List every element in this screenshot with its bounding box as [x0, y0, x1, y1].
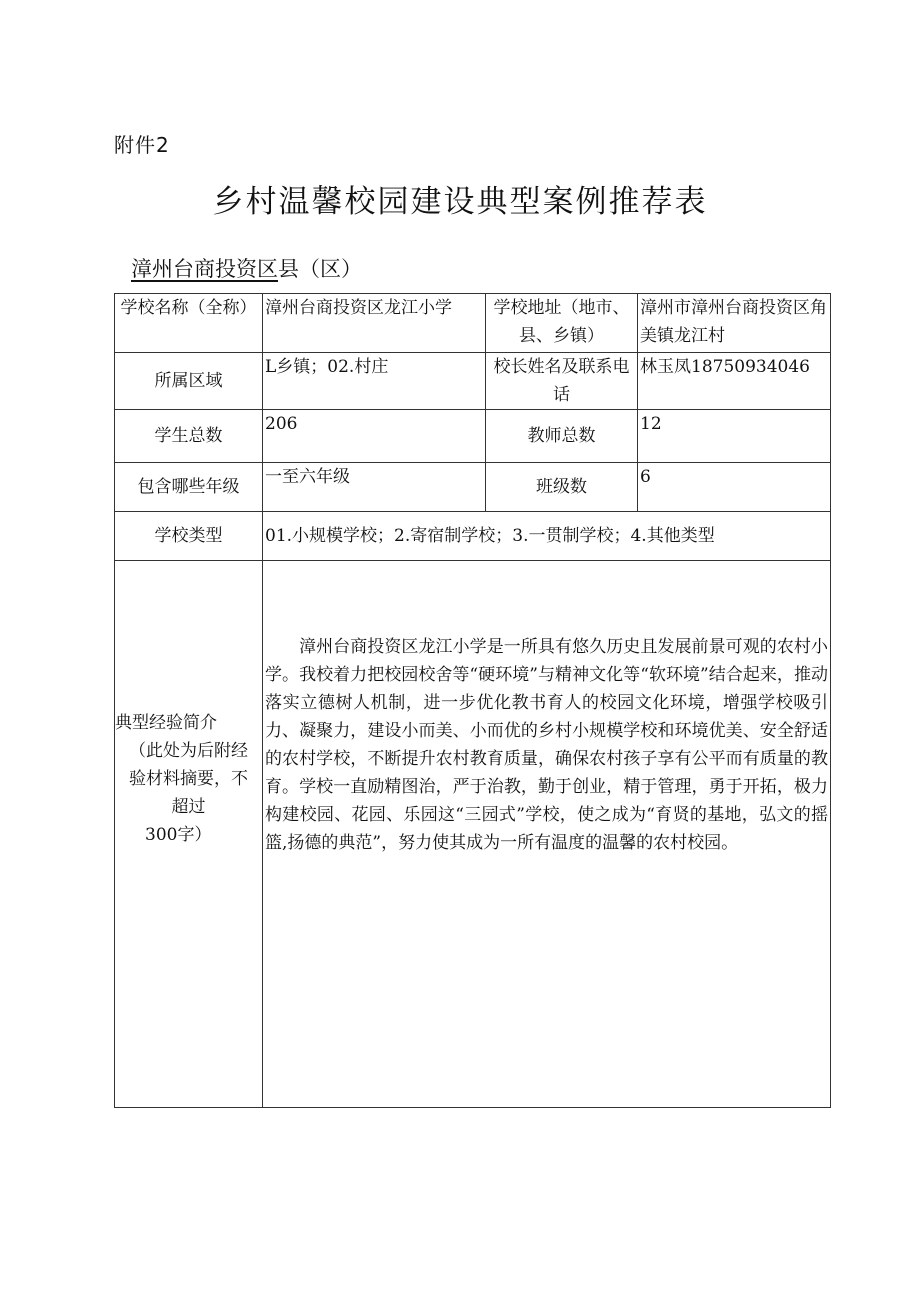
- intro-label-line: 超过: [171, 797, 206, 817]
- classes-label: 班级数: [486, 463, 638, 512]
- intro-label-line: 典型经验简介: [115, 713, 217, 733]
- teachers-value: 12: [638, 410, 831, 463]
- address-label: 学校地址（地市、县、乡镇）: [486, 294, 638, 353]
- county-name: 漳州台商投资区: [131, 257, 278, 281]
- table-row: [115, 561, 831, 1108]
- teachers-label: 教师总数: [486, 410, 638, 463]
- school-name-value: 漳州台商投资区龙江小学: [263, 294, 486, 353]
- table-row: [115, 512, 831, 561]
- principal-value: 林玉凤18750934046: [638, 353, 831, 410]
- school-name-label: 学校名称（全称）: [115, 294, 263, 353]
- intro-label-line: 验材料摘要，不: [129, 769, 248, 789]
- experience-intro-label: [115, 561, 263, 1108]
- recommendation-table: [114, 293, 831, 1108]
- intro-label-line: （此处为后附经: [129, 741, 248, 761]
- table-row: [115, 353, 831, 410]
- region-label: 所属区域: [115, 353, 263, 410]
- school-type-value: 01.小规模学校；2.寄宿制学校；3.一贯制学校；4.其他类型: [263, 512, 831, 561]
- attachment-number: 附件2: [114, 133, 170, 157]
- table-row: [115, 463, 831, 512]
- region-value: L乡镇；02.村庄: [263, 353, 486, 410]
- intro-label-line: 300字）: [145, 825, 212, 845]
- grades-label: 包含哪些年级: [115, 463, 263, 512]
- form-title: 乡村温馨校园建设典型案例推荐表: [212, 184, 708, 220]
- school-type-label: 学校类型: [115, 512, 263, 561]
- county-suffix: 县（区）: [278, 257, 362, 281]
- classes-value: 6: [638, 463, 831, 512]
- principal-label: 校长姓名及联系电话: [486, 353, 638, 410]
- experience-intro-text: 漳州台商投资区龙江小学是一所具有悠久历史且发展前景可观的农村小学。我校着力把校园校舍等“硬环境”与精神文化等“软环境”结合起来，推动落实立德树人机制，进一步优化教书育人的校园文化环境，增强学校吸引力、凝聚力，建设小而美、小而优的乡村小规模学校和环境优美、安全舒适的农村学校，不断提升农村教育质量，确保农村孩子享有公平而有质量的教育。学校一直励精图治，严于治教，勤于创业，精于管理，勇于开拓，极力构建校园、花园、乐园这“三园式”学校，使之成为“育贤的基地，弘文的摇篮,扬德的典范”，努力使其成为一所有温度的温馨的农村校园。: [263, 561, 831, 1108]
- county-line: [131, 253, 362, 283]
- table-row: [115, 294, 831, 353]
- grades-value: 一至六年级: [263, 463, 486, 512]
- students-label: 学生总数: [115, 410, 263, 463]
- address-value: 漳州市漳州台商投资区角美镇龙江村: [638, 294, 831, 353]
- table-row: [115, 410, 831, 463]
- students-value: 206: [263, 410, 486, 463]
